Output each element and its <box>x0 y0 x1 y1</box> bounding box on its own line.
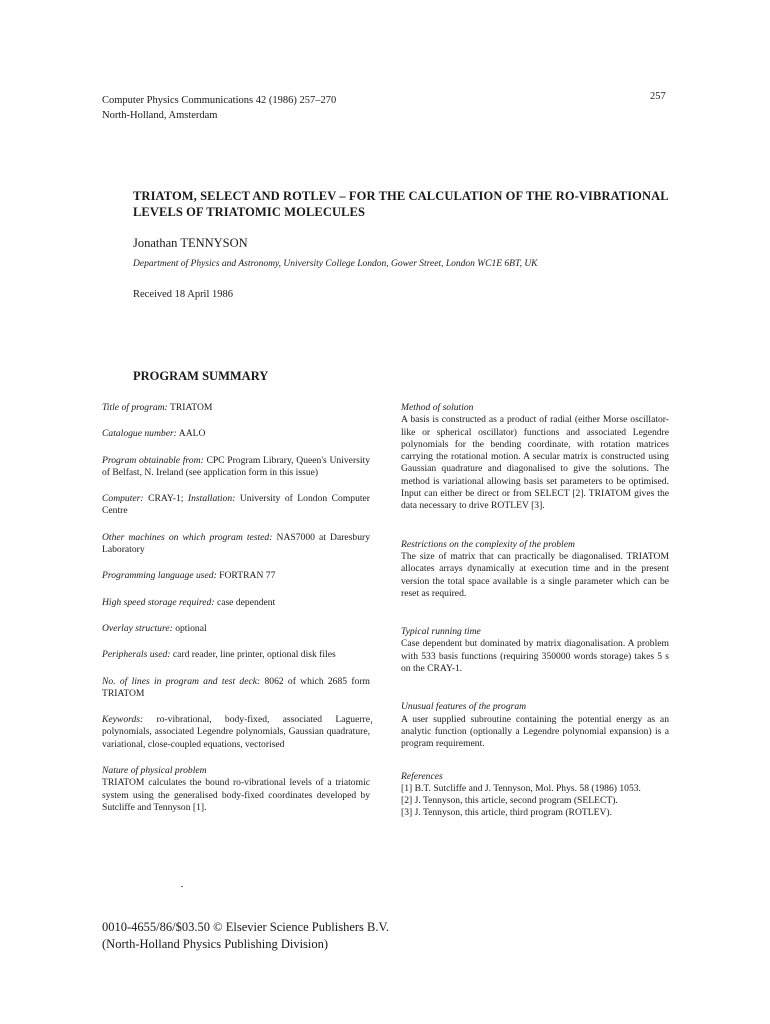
field-references <box>401 771 669 820</box>
field-restrictions <box>401 539 669 600</box>
field-peripherals <box>102 649 370 661</box>
footer-line-1: 0010-4655/86/$03.50 © Elsevier Science Publishers B.V. <box>102 920 390 934</box>
field-label: Nature of physical problem <box>102 765 207 777</box>
article-title: TRIATOM, SELECT AND ROTLEV – FOR THE CALCULATION OF THE RO-VIBRATIONAL LEVELS OF TRIATOMIC MOLECULES <box>133 189 668 219</box>
field-label: High speed storage required: <box>102 596 215 608</box>
field-number-of-lines <box>102 676 370 701</box>
field-running-time <box>401 626 669 675</box>
field-label: Program obtainable from: <box>102 454 204 466</box>
field-label: Overlay structure: <box>102 622 173 634</box>
field-program-obtainable <box>102 455 370 480</box>
author-affiliation: Department of Physics and Astronomy, University College London, Gower Street, London WC1E 6BT, UK <box>133 259 538 269</box>
received-date: Received 18 April 1986 <box>133 289 234 300</box>
field-label: No. of lines in program and test deck: <box>102 675 261 687</box>
field-method-of-solution <box>401 402 669 513</box>
field-label: Peripherals used: <box>102 649 171 661</box>
field-value: card reader, line printer, optional disk files <box>172 649 336 661</box>
field-value: TRIATOM calculates the bound ro-vibrational levels of a triatomic system using the generalised body-fixed coordinates developed by Sutcliffe and Tennyson [1]. <box>102 777 370 813</box>
field-value: NAS7000 at Daresbury Laboratory <box>102 531 371 556</box>
field-value: A basis is constructed as a product of radial (either Morse oscillator-like or spherical oscillator) functions and associated Legendre polynomials for the bending coordinate, with rotation matrices carrying the rotational motion. A secular matrix is constructed using Gaussian quadrature and diagonalised to give the solutions. The method is variational allowing basis set parameters to be optimised. Input can either be direct or from SELECT [2]. TRIATOM gives the data necessary to drive ROTLEV [3]. <box>401 414 669 512</box>
field-value: optional <box>175 622 207 634</box>
field-computer <box>102 493 370 518</box>
scan-mark <box>371 721 372 724</box>
field-value: CPC Program Library, Queen's University of Belfast, N. Ireland (see application form in this issue) <box>102 454 370 478</box>
field-label: Keywords: <box>102 714 144 726</box>
field-label: References <box>401 770 443 782</box>
journal-citation <box>102 93 336 123</box>
field-nature-of-problem <box>102 765 370 814</box>
journal-line-1: Computer Physics Communications 42 (1986) 257–270 <box>102 95 337 106</box>
field-label: Computer: <box>102 493 144 505</box>
field-label: Method of solution <box>401 402 474 413</box>
program-summary-heading: PROGRAM SUMMARY <box>133 369 269 383</box>
reference-item: [1] B.T. Sutcliffe and J. Tennyson, Mol. Phys. 58 (1986) 1053. <box>401 782 641 794</box>
scan-speck <box>181 886 183 887</box>
field-value: AALO <box>178 428 206 440</box>
author-name: Jonathan TENNYSON <box>133 236 248 250</box>
field-value: ro-vibrational, body-fixed, associated Laguerre polynomials, associated Legendre polynomials, Gaussian quadrature, variational, close-coupled equations, vectorised <box>102 714 370 750</box>
publisher-footer <box>102 919 389 953</box>
field-label-installation: Installation: <box>187 493 236 505</box>
footer-line-2: (North-Holland Physics Publishing Division) <box>102 937 329 951</box>
field-storage <box>102 597 370 609</box>
field-value: A user supplied subroutine containing the potential energy as an analytic function (optionally a Legendre polynomial expansion) is a program requirement. <box>401 713 669 750</box>
field-label: Catalogue number: <box>102 428 177 440</box>
field-label: Title of program: <box>102 402 168 413</box>
field-catalogue-number <box>102 428 370 440</box>
summary-left-column <box>102 402 370 828</box>
field-label: Typical running time <box>401 626 481 638</box>
field-value: FORTRAN 77 <box>219 570 276 582</box>
field-keywords <box>102 714 370 751</box>
field-label: Programming language used: <box>102 570 217 582</box>
field-value: 8062 of which 2685 form TRIATOM <box>102 675 370 699</box>
field-value: case dependent <box>216 596 276 608</box>
field-label: Restrictions on the complexity of the problem <box>401 538 575 550</box>
field-unusual-features <box>401 701 669 750</box>
field-value: The size of matrix that can practically be diagonalised. TRIATOM allocates arrays dynamically at execution time and in the present version the total space available is a single parameter which can be reset as required. <box>401 550 669 599</box>
field-overlay <box>102 623 370 635</box>
reference-item: [2] J. Tennyson, this article, second program (SELECT). <box>401 795 618 807</box>
field-programming-language <box>102 570 370 582</box>
reference-item: [3] J. Tennyson, this article, third program (ROTLEV). <box>401 807 612 819</box>
field-value: CRAY-1; <box>148 493 184 505</box>
field-label: Other machines on which program tested: <box>102 531 273 543</box>
field-title-of-program <box>102 402 370 414</box>
field-value-installation: University of London Computer Centre <box>102 493 370 517</box>
field-label: Unusual features of the program <box>401 701 527 713</box>
field-value: Case dependent but dominated by matrix diagonalisation. A problem with 533 basis functions (requiring 350000 words storage) takes 5 s on the CRAY-1. <box>401 638 669 675</box>
field-value: TRIATOM <box>169 402 213 413</box>
journal-line-2: North-Holland, Amsterdam <box>102 110 218 121</box>
summary-right-column <box>401 402 669 834</box>
page-number: 257 <box>650 91 666 102</box>
field-other-machines <box>102 532 370 557</box>
